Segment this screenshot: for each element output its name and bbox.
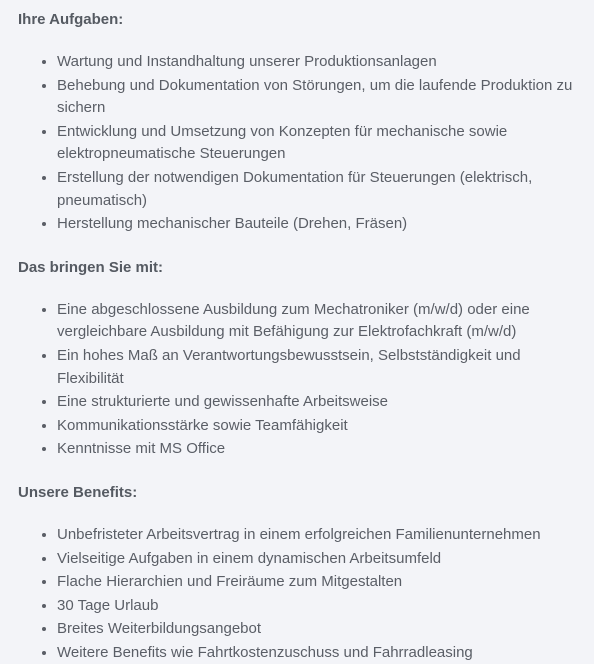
list-item: • Kenntnisse mit MS Office <box>57 437 576 461</box>
list-item: • Herstellung mechanischer Bauteile (Drehen, Fräsen) <box>57 212 576 236</box>
list-item: • Wartung und Instandhaltung unserer Produktionsanlagen <box>57 50 576 74</box>
list-item: • Entwicklung und Umsetzung von Konzepten für mechanische sowie elektropneumatische Steuerungen <box>57 120 576 166</box>
list-item: • Erstellung der notwendigen Dokumentation für Steuerungen (elektrisch, pneumatisch) <box>57 166 576 212</box>
list-item: • Weitere Benefits wie Fahrtkostenzuschuss und Fahrradleasing <box>57 641 576 664</box>
list-item: • Unbefristeter Arbeitsvertrag in einem erfolgreichen Familienunternehmen <box>57 523 576 547</box>
list-item: • 30 Tage Urlaub <box>57 594 576 618</box>
list-item: • Behebung und Dokumentation von Störungen, um die laufende Produktion zu sichern <box>57 74 576 120</box>
list-item: • Ein hohes Maß an Verantwortungsbewusstsein, Selbstständigkeit und Flexibilität <box>57 344 576 390</box>
list-item: • Eine abgeschlossene Ausbildung zum Mechatroniker (m/w/d) oder eine vergleichbare Ausbildung mit Befähigung zur Elektrofachkraft (m/w/d) <box>57 298 576 344</box>
list-item: • Flache Hierarchien und Freiräume zum Mitgestalten <box>57 570 576 594</box>
list-item: • Vielseitige Aufgaben in einem dynamischen Arbeitsumfeld <box>57 547 576 571</box>
section-title-aufgaben: Ihre Aufgaben: <box>18 11 124 28</box>
list-item: • Eine strukturierte und gewissenhafte Arbeitsweise <box>57 390 576 414</box>
list-item: • Breites Weiterbildungsangebot <box>57 617 576 641</box>
section-title-benefits: Unsere Benefits: <box>18 483 138 501</box>
list-item: • Kommunikationsstärke sowie Teamfähigkeit <box>57 414 576 438</box>
anforderungen-list <box>18 298 576 461</box>
section-title-anforderungen: Das bringen Sie mit: <box>18 258 164 276</box>
aufgaben-list <box>18 50 576 236</box>
benefits-list <box>18 523 576 664</box>
